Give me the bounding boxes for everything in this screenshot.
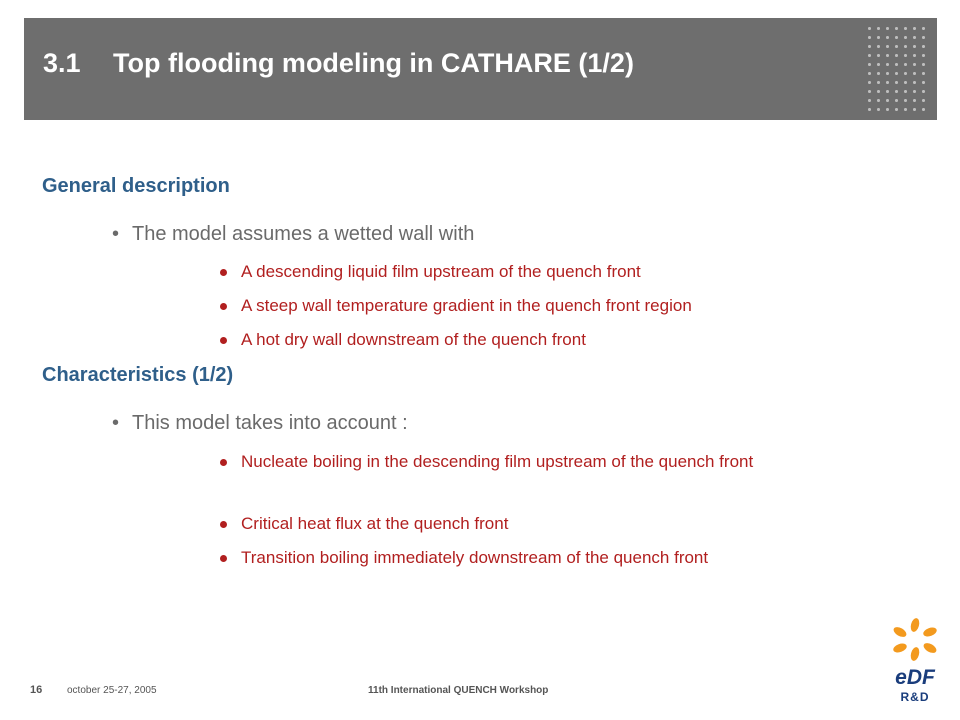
edf-logo <box>886 616 944 708</box>
sub-bullet-text: A hot dry wall downstream of the quench front <box>241 330 586 349</box>
sub-bullet-text: Transition boiling immediately downstream of the quench front <box>241 548 709 567</box>
rd-label: R&D <box>900 690 930 704</box>
sub-bullet-marker <box>218 512 241 536</box>
footer-event: 11th International QUENCH Workshop <box>368 685 549 696</box>
page-number: 16 <box>30 684 43 696</box>
sub-bullet <box>218 260 918 284</box>
bullet-model-assumes <box>112 223 474 246</box>
sub-bullet-text: Nucleate boiling in the descending film upstream of the quench front <box>241 452 754 471</box>
sub-bullet <box>218 450 918 474</box>
bullet-marker: • <box>112 223 120 245</box>
title-bar <box>24 18 937 120</box>
sub-bullet-marker <box>218 294 241 318</box>
edf-brand-text: eDF <box>895 666 935 689</box>
sub-bullet-text: Critical heat flux at the quench front <box>241 514 509 533</box>
sub-bullet-marker <box>218 328 241 352</box>
sub-bullet <box>218 328 918 352</box>
edf-swirl-icon <box>886 616 944 690</box>
slide-title-number: 3.1 <box>43 48 81 78</box>
section-heading-general-description: General description <box>42 175 230 197</box>
section-heading-characteristics: Characteristics (1/2) <box>42 364 234 386</box>
sub-bullet <box>218 546 918 570</box>
sub-bullet-text: A steep wall temperature gradient in the quench front region <box>241 296 692 315</box>
slide-title <box>43 48 634 79</box>
bullet-text: The model assumes a wetted wall with <box>132 223 475 245</box>
sub-bullet-marker <box>218 450 241 474</box>
bullet-model-takes-into-account <box>112 412 408 435</box>
sub-bullet-text: A descending liquid film upstream of the quench front <box>241 262 641 281</box>
slide-title-text: Top flooding modeling in CATHARE (1/2) <box>113 48 634 78</box>
sub-bullet <box>218 294 918 318</box>
bullet-text: This model takes into account : <box>132 412 408 434</box>
bullet-marker: • <box>112 412 120 434</box>
dot-pattern-decoration <box>865 24 931 114</box>
sub-bullet-marker <box>218 546 241 570</box>
sub-bullet-marker <box>218 260 241 284</box>
sub-bullet <box>218 512 918 536</box>
footer-date: october 25-27, 2005 <box>67 685 157 696</box>
